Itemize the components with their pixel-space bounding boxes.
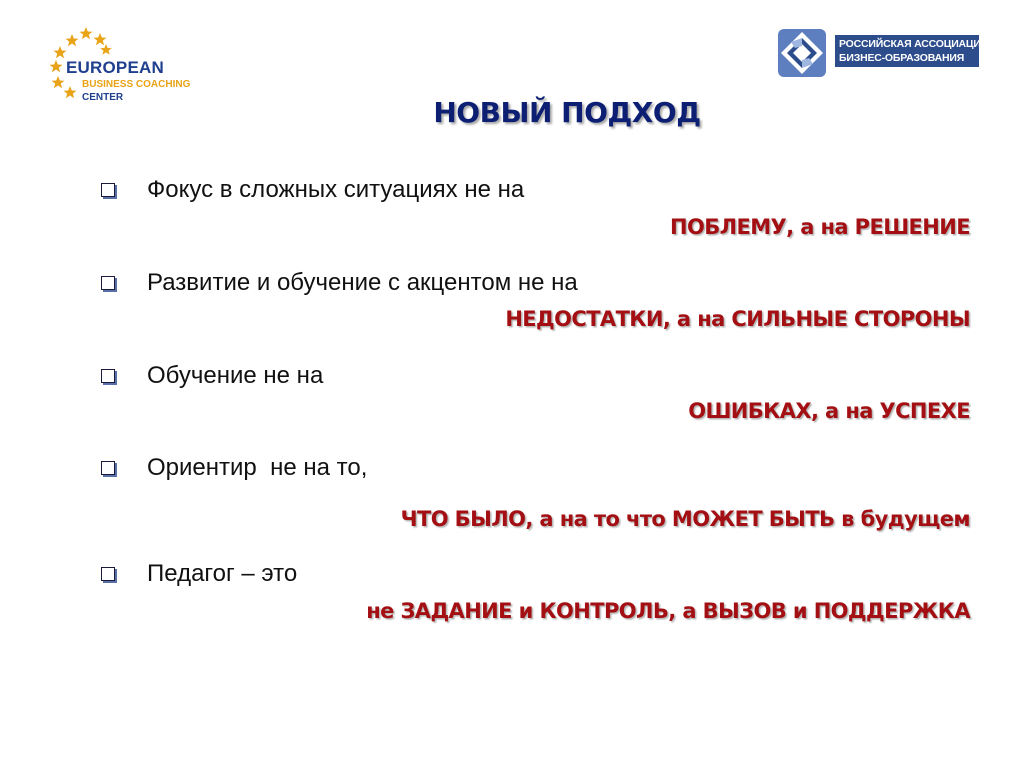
checkbox-bullet-icon (101, 567, 115, 581)
rabe-logo-line1: РОССИЙСКАЯ АССОЦИАЦИЯ (839, 38, 989, 50)
list-item-accent: НЕДОСТАТКИ, а на СИЛЬНЫЕ СТОРОНЫ (505, 307, 970, 331)
page-title: НОВЫЙ ПОДХОД (433, 96, 701, 129)
rabe-logo-line2: БИЗНЕС-ОБРАЗОВАНИЯ (839, 52, 965, 64)
list-item-accent: ОШИБКАХ, а на УСПЕХЕ (688, 399, 970, 423)
checkbox-bullet-icon (101, 461, 115, 475)
rabe-emblem-icon (777, 28, 829, 78)
list-item-text: Обучение не на (147, 362, 324, 389)
list-item-text: Развитие и обучение с акцентом не на (147, 269, 578, 296)
checkbox-bullet-icon (101, 369, 115, 383)
list-item-text: Педагог – это (147, 560, 298, 587)
logo-left-main-text: EUROPEAN (66, 58, 164, 77)
logo-left-line3: CENTER (82, 92, 124, 103)
list-item-accent: ЧТО БЫЛО, а на то что МОЖЕТ БЫТЬ в будущем (400, 507, 970, 531)
list-item-accent: не ЗАДАНИЕ и КОНТРОЛЬ, а ВЫЗОВ и ПОДДЕРЖКА (366, 599, 970, 623)
rabe-logo-text (835, 35, 989, 67)
checkbox-bullet-icon (101, 276, 115, 290)
list-item-accent: ПОБЛЕМУ, а на РЕШЕНИЕ (670, 215, 970, 239)
rabe-logo (777, 28, 987, 78)
list-item-text: Фокус в сложных ситуациях не на (147, 176, 525, 203)
logo-left-line2: BUSINESS COACHING (82, 79, 191, 90)
list-item-text: Ориентир не на то, (147, 454, 368, 481)
checkbox-bullet-icon (101, 183, 115, 197)
